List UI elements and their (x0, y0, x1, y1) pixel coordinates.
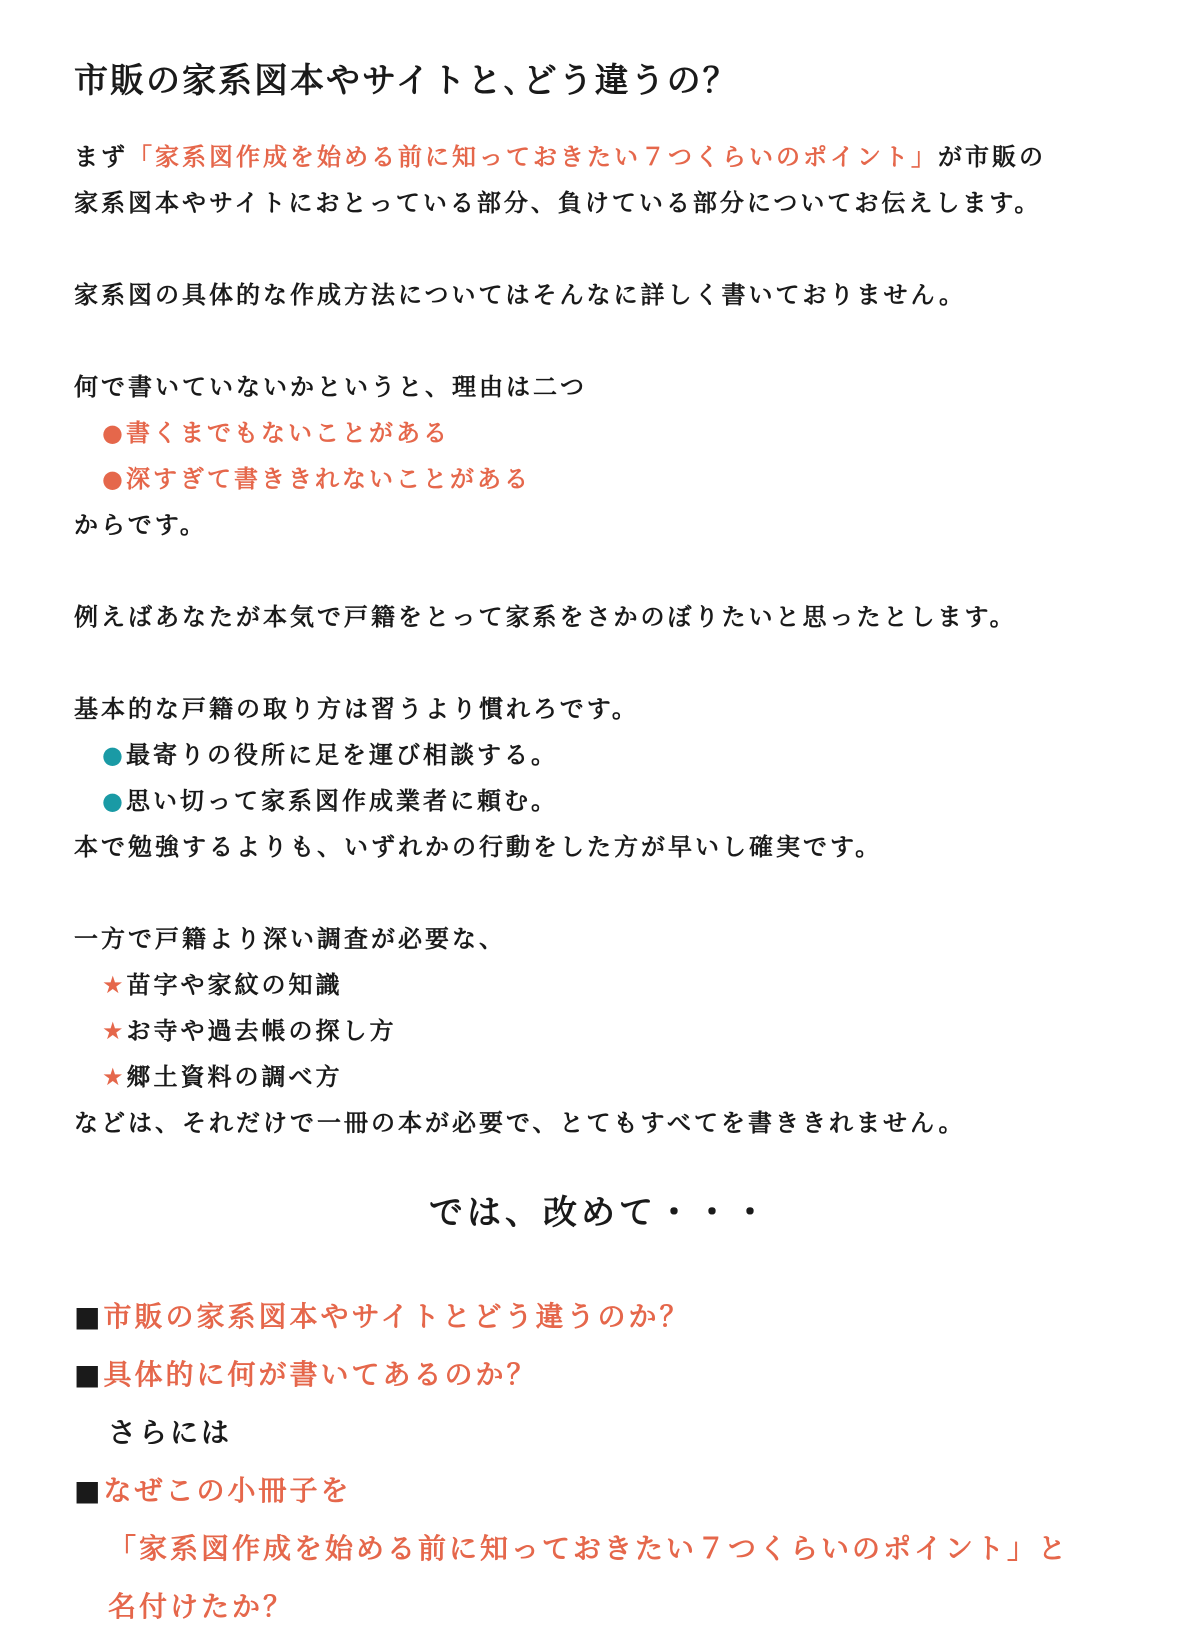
star-icon: ★ (102, 1017, 127, 1045)
question-3-line-2: 「家系図作成を始める前に知っておきたい７つくらいのポイント」と (108, 1532, 1070, 1565)
intro-before: まず (74, 143, 128, 171)
koseki-lead: 基本的な戸籍の取り方は習うより慣れろです。 (74, 695, 639, 723)
reason-item-2 (74, 456, 1126, 502)
deep-item-text: お寺や過去帳の探し方 (126, 1017, 397, 1045)
koseki-tail: 本で勉強するよりも、いずれかの行動をした方が早いし確実です。 (74, 833, 883, 861)
question-1 (74, 1288, 1126, 1346)
reason-lead: 何で書いていないかというと、理由は二つ (74, 373, 587, 401)
deep-tail: などは、それだけで一冊の本が必要で、とてもすべてを書ききれません。 (74, 1109, 966, 1137)
spacer (74, 640, 1126, 686)
koseki-item-1 (74, 732, 1126, 778)
spacer (74, 226, 1126, 272)
square-bullet-icon: ■ (74, 1474, 104, 1507)
detail-paragraph: 家系図の具体的な作成方法についてはそんなに詳しく書いておりません。 (74, 281, 966, 309)
question-text: 市販の家系図本やサイトとどう違うのか？ (103, 1300, 691, 1333)
square-bullet-icon: ■ (74, 1300, 104, 1333)
question-text: 具体的に何が書いてあるのか？ (103, 1358, 538, 1391)
spacer (74, 318, 1126, 364)
deep-item-text: 苗字や家紋の知識 (126, 971, 343, 999)
koseki-item-text: 思い切って家系図作成業者に頼む。 (125, 787, 558, 815)
orange-bullet-icon: ● (102, 419, 126, 447)
reason-item-1 (74, 410, 1126, 456)
page-title: 市販の家系図本やサイトと､どう違うの？ (74, 61, 739, 101)
furthermore-label: さらには (108, 1416, 233, 1449)
intro-after: が市販の (938, 143, 1046, 171)
deep-item-1 (74, 962, 1126, 1008)
koseki-item-2 (74, 778, 1126, 824)
reason-tail: からです。 (74, 511, 207, 539)
intro-line-1 (74, 134, 1126, 180)
question-3 (74, 1462, 1126, 1520)
star-icon: ★ (102, 971, 127, 999)
question-3-line-3: 名付けたか？ (108, 1590, 295, 1623)
section-heading: では、改めて・・・ (429, 1193, 771, 1233)
intro-line-2: 家系図本やサイトにおとっている部分、負けている部分についてお伝えします。 (74, 189, 1042, 217)
intro-quote-title: 「家系図作成を始める前に知っておきたい７つくらいのポイント」 (128, 143, 938, 171)
deep-item-text: 郷土資料の調べ方 (126, 1063, 343, 1091)
square-bullet-icon: ■ (74, 1358, 104, 1391)
deep-item-2 (74, 1008, 1126, 1054)
teal-bullet-icon: ● (102, 741, 126, 769)
star-icon: ★ (102, 1063, 127, 1091)
reason-item-text: 深すぎて書ききれないことがある (125, 465, 531, 493)
spacer (74, 548, 1126, 594)
question-list (74, 1288, 1126, 1636)
teal-bullet-icon: ● (102, 787, 126, 815)
deep-item-3 (74, 1054, 1126, 1100)
reason-item-text: 書くまでもないことがある (125, 419, 450, 447)
example-paragraph: 例えばあなたが本気で戸籍をとって家系をさかのぼりたいと思ったとします。 (74, 603, 1017, 631)
deep-lead: 一方で戸籍より深い調査が必要な、 (74, 925, 506, 953)
koseki-item-text: 最寄りの役所に足を運び相談する。 (125, 741, 558, 769)
orange-bullet-icon: ● (102, 465, 126, 493)
spacer (74, 870, 1126, 916)
question-2 (74, 1346, 1126, 1404)
question-text: なぜこの小冊子を (103, 1474, 352, 1507)
